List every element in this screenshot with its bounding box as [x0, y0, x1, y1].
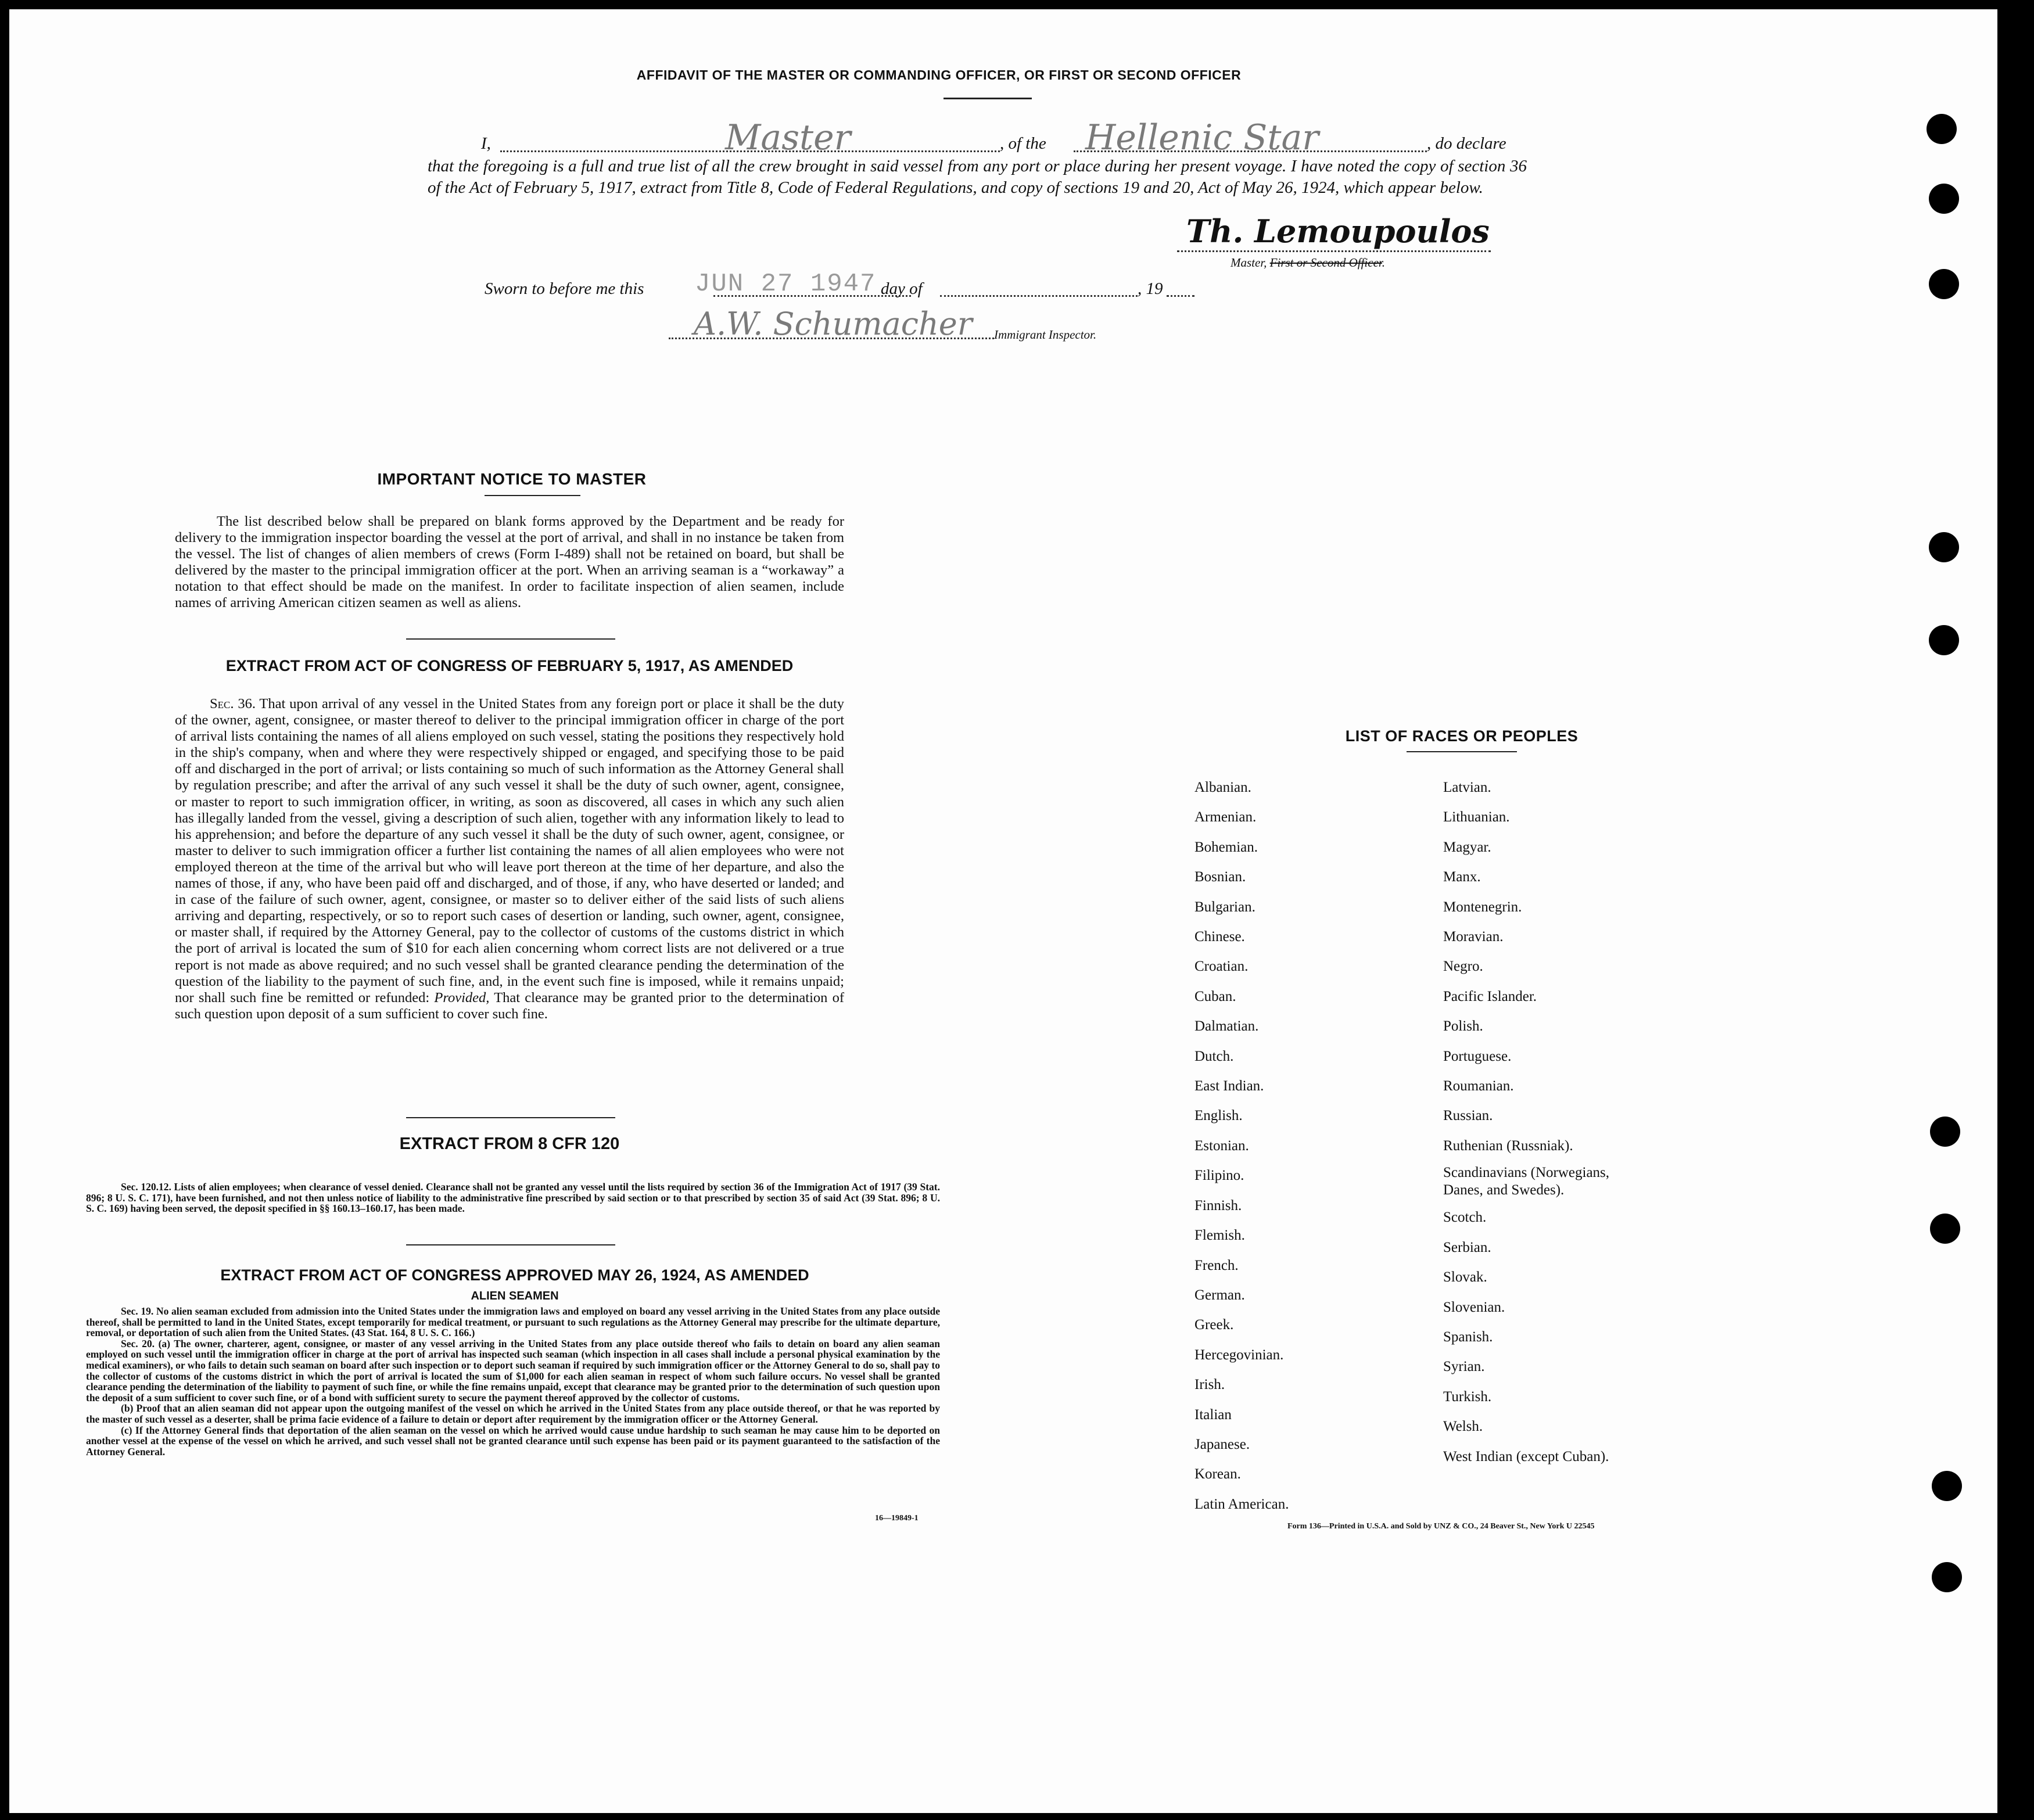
race-item: Russian.	[1443, 1108, 1493, 1124]
notice-text: The list described below shall be prepared on blank forms approved by the Department and be ready for delivery to the immigration inspector boarding the vessel at the port of arrival, and shall in no instance be taken from the vessel. The list of changes of alien members of crews (Form I-489) shall not be retained on board, but shall be delivered by the master to the principal immigration officer at the port. When an arriving seaman is a “workaway” a notation to that effect should be made on the manifest. In order to facilitate inspection of alien seamen, include names of arriving American citizen seamen as well as aliens.	[175, 514, 844, 611]
print-code: 16—19849-1	[875, 1514, 919, 1523]
race-item: Greek.	[1194, 1317, 1234, 1333]
race-item: Finnish.	[1194, 1197, 1242, 1214]
race-item: Latin American.	[1194, 1496, 1289, 1512]
race-item: Turkish.	[1443, 1388, 1492, 1405]
races-heading: LIST OF RACES OR PEOPLES	[1345, 727, 1579, 745]
race-item: Albanian.	[1194, 780, 1251, 795]
extract-cfr-heading: EXTRACT FROM 8 CFR 120	[399, 1135, 620, 1153]
year-line	[1167, 295, 1194, 297]
race-item: Slovenian.	[1443, 1299, 1505, 1315]
race-item: Magyar.	[1443, 839, 1491, 855]
race-item: Slovak.	[1443, 1269, 1487, 1286]
race-item: Serbian.	[1443, 1239, 1491, 1255]
extract-1917-heading: EXTRACT FROM ACT OF CONGRESS OF FEBRUARY 5, 1917, AS AMENDED	[225, 657, 794, 674]
race-item: Dalmatian.	[1194, 1018, 1259, 1035]
races-right-column	[1443, 773, 1652, 1471]
binder-hole	[1929, 625, 1959, 655]
race-item: Welsh.	[1443, 1419, 1483, 1435]
section-20a: Sec. 20. (a) The owner, charterer, agent, consignee, or master of any vessel arriving in the United States from any place outside thereof who fails to detain on board any alien seaman employed on such vessel until the immigration officer in charge at the port of arrival has inspected such seaman (which inspection in all cases shall include a personal physical examination by the medical examiners), or who fails to detain such seaman on board after such inspection or to deport such seaman if required by such immigration officer or the Attorney General to do so, shall pay to the collector of customs of the customs district in which the port of arrival is located the sum of $1,000 for each alien seaman in respect of whom such failure occurs. No vessel shall be granted clearance pending the determination of the liability to payment of such fine, or while the fine remains unpaid, except that clearance may be granted prior to the determination of such question upon the deposit of a sum sufficient to cover such fine, or of a bond with sufficient surety to secure the payment thereof approved by the collector of customs.	[86, 1337, 940, 1403]
month-line	[940, 295, 1138, 297]
race-item: German.	[1194, 1287, 1245, 1303]
race-item: East Indian.	[1194, 1078, 1264, 1094]
race-item: Moravian.	[1443, 929, 1504, 945]
binder-hole	[1932, 1471, 1962, 1501]
race-item: Japanese.	[1194, 1436, 1250, 1452]
affidavit-title: AFFIDAVIT OF THE MASTER OR COMMANDING OFFICER, OR FIRST OR SECOND OFFICER	[636, 67, 1242, 82]
race-item: Latvian.	[1443, 780, 1491, 795]
notice-heading: IMPORTANT NOTICE TO MASTER	[377, 470, 647, 488]
handwritten-vessel: Hellenic Star	[1085, 117, 1319, 158]
affidavit-i: I,	[481, 134, 491, 153]
divider	[944, 98, 1032, 99]
race-item: English.	[1194, 1108, 1243, 1124]
inspector-label: Immigrant Inspector.	[994, 328, 1097, 342]
binder-hole	[1929, 269, 1959, 299]
race-item: Hercegovinian.	[1194, 1347, 1284, 1363]
race-item: Montenegrin.	[1443, 899, 1522, 915]
race-item: Bulgarian.	[1194, 899, 1255, 915]
year-prefix: , 19	[1138, 279, 1163, 298]
race-item: Bohemian.	[1194, 839, 1258, 855]
race-item: French.	[1194, 1257, 1239, 1273]
divider	[406, 638, 615, 640]
affidavit-of-the: , of the	[1000, 134, 1046, 153]
race-item: Filipino.	[1194, 1168, 1244, 1184]
race-item: Croatian.	[1194, 959, 1249, 975]
section-19: Sec. 19. No alien seaman excluded from admission into the United States under the immigration laws and employed on board any vessel arriving in the United States from any place outside thereof, shall be permitted to land in the United States, except temporarily for medical treatment, or pursuant to such regulations as the Attorney General may prescribe for the ultimate departure, removal, or deportation of such alien from the United States. (43 Stat. 164, 8 U. S. C. 166.)	[86, 1305, 940, 1339]
race-item: Lithuanian.	[1443, 809, 1510, 825]
sworn-text: Sworn to before me this	[485, 279, 644, 298]
race-item: Spanish.	[1443, 1329, 1493, 1345]
race-item: Bosnian.	[1194, 869, 1246, 885]
extract-1924-text	[86, 1306, 940, 1457]
section-20b: (b) Proof that an alien seaman did not appear upon the outgoing manifest of the vessel on which he arrived in the United States from any place outside thereof, or that he was reported by the master of such vessel as a deserter, shall be prima facie evidence of a failure to detain or deport after requirement by the immigration officer or the Attorney General.	[86, 1402, 940, 1425]
race-item: Scotch.	[1443, 1209, 1487, 1226]
handwritten-role: Master	[725, 117, 851, 158]
race-item: Polish.	[1443, 1018, 1483, 1035]
binder-hole	[1929, 184, 1959, 214]
inspector-signature: A.W. Schumacher	[694, 306, 973, 342]
race-item: Ruthenian (Russniak).	[1443, 1137, 1573, 1154]
affidavit-do-declare: , do declare	[1427, 134, 1506, 153]
race-item: Scandinavians (Norwegians, Danes, and Swedes).	[1443, 1165, 1610, 1198]
races-left-column	[1194, 773, 1289, 1519]
race-item: Flemish.	[1194, 1227, 1245, 1244]
binder-hole	[1930, 1214, 1960, 1244]
extract-1917-text: Sec. 36. That upon arrival of any vessel in the United States from any foreign port or place it shall be the duty of the owner, agent, consignee, or master thereof to deliver to the principal immigration officer in charge of the port of arrival lists containing the names of all aliens employed on such vessel, stating the positions they respectively hold in the ship's company, when and where they were respectively shipped or engaged, and specifying those to be paid off and discharged in the port of arrival; or lists containing so much of such information as the Attorney General shall by regulation prescribe; and after the arrival of any such vessel it shall be the duty of such owner, agent, consignee, or master to report to such immigration officer, in writing, as soon as discovered, all cases in which any such alien has illegally landed from the vessel, giving a description of such alien, together with any information likely to lead to his apprehension; and before the departure of any such vessel it shall be the duty of such owner, agent, consignee, or master to deliver to such immigration officer a further list containing the names of all alien employees who were not employed thereon at the time of the arrival but who will leave port thereon at the time of her departure, and also the names of those, if any, who have been paid off and discharged, and of those, if any, who have deserted or landed; and in case of the failure of such owner, agent, consignee, or master so to deliver either of the said lists of such aliens arriving and departing, respectively, or so to report such cases of desertion or landing, such owner, agent, consignee, or master shall, if required by the Attorney General, pay to the collector of customs of the customs district in which the port of arrival is located the sum of $10 for each alien concerning whom correct lists are not delivered or a true report is not made as above required; and no such vessel shall be granted clearance pending the determination of the question of the liability to the payment of such fine, and, in the event such fine is imposed, while it remains unpaid; nor shall such fine be remitted or refunded: Provided, That clearance may be granted prior to the determination of such question upon deposit of a sum sufficient to cover such fine.	[175, 696, 845, 1022]
affidavit-body: that the foregoing is a full and true list of all the crew brought in said vessel from any port or place during her present voyage. I have noted the copy of section 36 of the Act of February 5, 1917, extract from Title 8, Code of Federal Regulations, and copy of sections 19 and 20, Act of May 26, 1924, which appear below.	[428, 157, 1527, 197]
master-label: Master, First or Second Officer.	[1231, 256, 1385, 270]
race-item: Pacific Islander.	[1443, 988, 1537, 1004]
signature-line	[1177, 250, 1491, 252]
race-item: Irish.	[1194, 1377, 1225, 1393]
master-signature: Th. Lemoupoulos	[1186, 213, 1490, 250]
race-item: Roumanian.	[1443, 1078, 1514, 1094]
date-stamp: JUN 27 1947	[695, 270, 877, 299]
extract-cfr-text: Sec. 120.12. Lists of alien employees; when clearance of vessel denied. Clearance shall not be granted any vessel until the lists required by section 36 of the Immigration Act of 1917 (39 Stat. 896; 8 U. S. C. 171), have been furnished, and not then unless notice of liability to the administrative fine prescribed by said section or to that prescribed by section 35 of said Act (39 Stat. 896; 8 U. S. C. 169) having been served, the deposit specified in §§ 160.13–160.17, has been made.	[86, 1181, 940, 1215]
extract-1924-subheading: ALIEN SEAMEN	[471, 1290, 559, 1302]
race-item: Cuban.	[1194, 988, 1236, 1004]
binder-hole	[1930, 1117, 1960, 1147]
divider	[406, 1117, 615, 1118]
race-item: Estonian.	[1194, 1137, 1249, 1154]
section-20c: (c) If the Attorney General finds that deportation of the alien seaman on the vessel on which he arrived would cause undue hardship to such seaman he may cause him to be deported on another vessel at the expense of the vessel on which he arrived, and such vessel shall not be granted clearance until such expense has been paid or its payment guaranteed to the satisfaction of the Attorney General.	[86, 1424, 940, 1458]
form-footer: Form 136—Printed in U.S.A. and Sold by UNZ & CO., 24 Beaver St., New York U 22545	[1287, 1522, 1595, 1531]
divider	[406, 1244, 615, 1245]
race-item: Portuguese.	[1443, 1048, 1512, 1064]
race-item: Syrian.	[1443, 1359, 1485, 1375]
document-page	[9, 9, 1997, 1813]
binder-hole	[1927, 114, 1957, 144]
race-item: Armenian.	[1194, 809, 1257, 825]
race-item: Negro.	[1443, 959, 1483, 975]
race-item: West Indian (except Cuban).	[1443, 1448, 1609, 1464]
race-item: Chinese.	[1194, 929, 1245, 945]
race-item: Italian	[1194, 1406, 1232, 1423]
day-of-text: day of	[881, 279, 923, 298]
race-item: Manx.	[1443, 869, 1481, 885]
binder-hole	[1932, 1562, 1962, 1592]
extract-1924-heading: EXTRACT FROM ACT OF CONGRESS APPROVED MAY 26, 1924, AS AMENDED	[220, 1266, 809, 1284]
race-item: Dutch.	[1194, 1048, 1234, 1064]
divider	[1407, 751, 1517, 752]
binder-hole	[1929, 532, 1959, 562]
race-item: Korean.	[1194, 1466, 1241, 1482]
divider	[485, 495, 580, 496]
